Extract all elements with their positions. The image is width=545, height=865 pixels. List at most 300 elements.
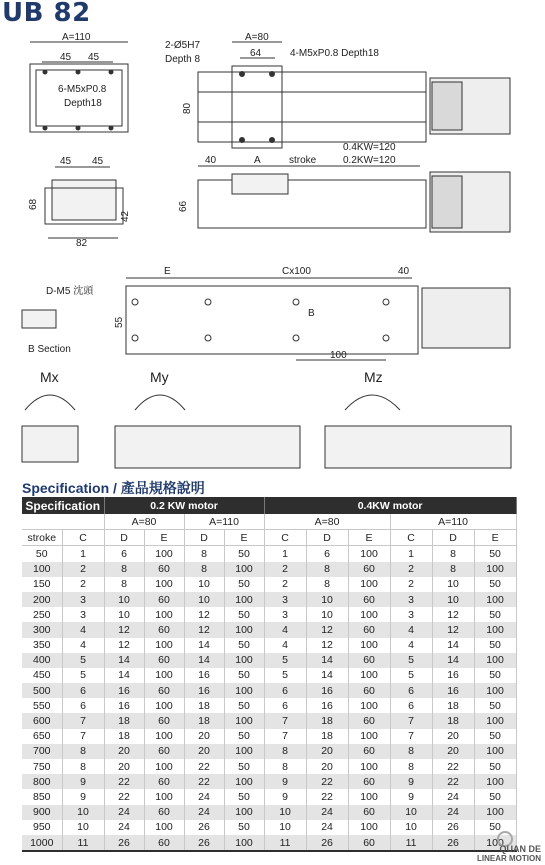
dim-cx100: Cx100 bbox=[282, 266, 311, 277]
table-cell: 16 bbox=[432, 683, 474, 698]
column-headers bbox=[22, 530, 516, 546]
table-cell: 10 bbox=[390, 820, 432, 835]
table-cell: 100 bbox=[224, 805, 264, 820]
table-cell: 100 bbox=[348, 820, 390, 835]
dim-80: 80 bbox=[182, 102, 193, 114]
table-cell: 6 bbox=[62, 698, 104, 713]
table-cell: 550 bbox=[22, 698, 62, 713]
table-cell: 10 bbox=[306, 592, 348, 607]
table-cell: 250 bbox=[22, 607, 62, 622]
table-cell: 100 bbox=[474, 805, 516, 820]
table-cell: 18 bbox=[306, 729, 348, 744]
table-cell: 50 bbox=[224, 546, 264, 562]
dim-a: A bbox=[254, 155, 261, 166]
table-cell: 26 bbox=[306, 835, 348, 851]
table-cell: 100 bbox=[144, 668, 184, 683]
table-cell: 12 bbox=[104, 622, 144, 637]
table-cell: 16 bbox=[184, 683, 224, 698]
table-cell: 4 bbox=[62, 622, 104, 637]
moment-diagrams bbox=[22, 369, 511, 468]
table-cell: 300 bbox=[22, 622, 62, 637]
table-cell: 26 bbox=[104, 835, 144, 851]
table-cell: 22 bbox=[104, 774, 144, 789]
table-cell: 100 bbox=[22, 562, 62, 577]
table-cell: 7 bbox=[62, 729, 104, 744]
table-cell: 60 bbox=[348, 805, 390, 820]
table-cell: 26 bbox=[184, 820, 224, 835]
table-cell: 400 bbox=[22, 653, 62, 668]
table-cell: 10 bbox=[264, 805, 306, 820]
table-row bbox=[22, 668, 516, 683]
table-cell: 100 bbox=[224, 592, 264, 607]
bottom-view bbox=[22, 266, 510, 361]
carriage-top-view bbox=[30, 32, 128, 132]
table-cell: 26 bbox=[184, 835, 224, 851]
table-cell: 700 bbox=[22, 744, 62, 759]
table-cell: 9 bbox=[264, 789, 306, 804]
dim-42: 42 bbox=[120, 210, 131, 222]
table-cell: 50 bbox=[474, 789, 516, 804]
table-cell: 8 bbox=[306, 562, 348, 577]
table-cell: 4 bbox=[264, 622, 306, 637]
table-cell: 50 bbox=[474, 820, 516, 835]
table-cell: 50 bbox=[224, 668, 264, 683]
table-cell: 12 bbox=[432, 607, 474, 622]
table-cell: 100 bbox=[348, 729, 390, 744]
table-cell: 12 bbox=[184, 622, 224, 637]
table-cell: 18 bbox=[306, 713, 348, 728]
table-cell: 100 bbox=[474, 683, 516, 698]
table-cell: 6 bbox=[264, 683, 306, 698]
table-cell: 18 bbox=[104, 713, 144, 728]
table-cell: 60 bbox=[348, 744, 390, 759]
table-cell: 850 bbox=[22, 789, 62, 804]
table-cell: 6 bbox=[62, 683, 104, 698]
table-cell: 60 bbox=[348, 622, 390, 637]
table-cell: 20 bbox=[184, 744, 224, 759]
table-cell: 50 bbox=[224, 729, 264, 744]
table-cell: 50 bbox=[224, 698, 264, 713]
header-a80-04: A=80 bbox=[264, 514, 390, 530]
table-row bbox=[22, 729, 516, 744]
table-cell: 9 bbox=[390, 789, 432, 804]
table-cell: 10 bbox=[62, 820, 104, 835]
table-cell: 3 bbox=[390, 607, 432, 622]
dim-55: 55 bbox=[114, 316, 125, 328]
table-cell: 5 bbox=[264, 668, 306, 683]
table-cell: 100 bbox=[224, 622, 264, 637]
label-depth18: Depth18 bbox=[64, 98, 102, 109]
table-cell: 12 bbox=[184, 607, 224, 622]
table-cell: 24 bbox=[306, 805, 348, 820]
table-cell: 60 bbox=[348, 653, 390, 668]
table-cell: 6 bbox=[264, 698, 306, 713]
table-cell: 20 bbox=[306, 744, 348, 759]
spec-heading: Specification / 產品規格說明 bbox=[22, 480, 205, 496]
table-cell: 9 bbox=[264, 774, 306, 789]
table-cell: 14 bbox=[432, 653, 474, 668]
table-cell: 4 bbox=[390, 622, 432, 637]
table-cell: 8 bbox=[104, 577, 144, 592]
technical-drawings bbox=[0, 30, 545, 475]
table-cell: 60 bbox=[144, 805, 184, 820]
table-row bbox=[22, 622, 516, 637]
table-cell: 450 bbox=[22, 668, 62, 683]
table-cell: 14 bbox=[184, 638, 224, 653]
table-cell: 60 bbox=[348, 683, 390, 698]
dim-45d: 45 bbox=[92, 156, 104, 167]
table-cell: 60 bbox=[144, 713, 184, 728]
table-cell: 24 bbox=[184, 805, 224, 820]
table-cell: 20 bbox=[104, 759, 144, 774]
table-cell: 2 bbox=[62, 562, 104, 577]
table-cell: 100 bbox=[224, 774, 264, 789]
table-cell: 6 bbox=[104, 546, 144, 562]
table-cell: 10 bbox=[432, 592, 474, 607]
table-cell: 11 bbox=[390, 835, 432, 851]
module-top-view bbox=[165, 32, 510, 148]
table-cell: 50 bbox=[474, 729, 516, 744]
table-cell: 24 bbox=[104, 820, 144, 835]
table-cell: 1 bbox=[62, 546, 104, 562]
brand-tagline: LINEAR MOTION bbox=[477, 854, 541, 863]
table-cell: 24 bbox=[184, 789, 224, 804]
page-title: UB 82 bbox=[2, 0, 91, 28]
table-cell: 100 bbox=[224, 744, 264, 759]
table-cell: 18 bbox=[104, 729, 144, 744]
column-header: E bbox=[224, 530, 264, 546]
table-cell: 7 bbox=[390, 713, 432, 728]
table-row bbox=[22, 774, 516, 789]
table-cell: 20 bbox=[184, 729, 224, 744]
table-cell: 200 bbox=[22, 592, 62, 607]
table-cell: 20 bbox=[306, 759, 348, 774]
table-cell: 50 bbox=[224, 759, 264, 774]
table-cell: 7 bbox=[62, 713, 104, 728]
dim-66: 66 bbox=[178, 200, 189, 212]
table-cell: 14 bbox=[104, 668, 144, 683]
table-cell: 50 bbox=[474, 607, 516, 622]
table-cell: 800 bbox=[22, 774, 62, 789]
table-cell: 1 bbox=[264, 546, 306, 562]
table-cell: 50 bbox=[474, 668, 516, 683]
table-cell: 22 bbox=[184, 759, 224, 774]
table-cell: 50 bbox=[474, 638, 516, 653]
dim-100: 100 bbox=[330, 350, 347, 361]
dim-68: 68 bbox=[28, 198, 39, 210]
table-cell: 6 bbox=[306, 546, 348, 562]
table-cell: 5 bbox=[390, 653, 432, 668]
table-cell: 100 bbox=[144, 729, 184, 744]
table-cell: 60 bbox=[348, 562, 390, 577]
table-cell: 7 bbox=[390, 729, 432, 744]
table-cell: 60 bbox=[144, 622, 184, 637]
dim-a80: A=80 bbox=[245, 32, 269, 43]
table-cell: 20 bbox=[432, 744, 474, 759]
table-cell: 24 bbox=[432, 789, 474, 804]
table-cell: 2 bbox=[390, 577, 432, 592]
column-header: C bbox=[390, 530, 432, 546]
table-cell: 100 bbox=[144, 759, 184, 774]
table-cell: 60 bbox=[348, 835, 390, 851]
table-row bbox=[22, 562, 516, 577]
column-header: stroke bbox=[22, 530, 62, 546]
table-cell: 14 bbox=[432, 638, 474, 653]
table-row bbox=[22, 805, 516, 820]
table-cell: 100 bbox=[474, 653, 516, 668]
table-cell: 2 bbox=[264, 562, 306, 577]
table-cell: 20 bbox=[432, 729, 474, 744]
dim-45c: 45 bbox=[60, 156, 72, 167]
table-cell: 24 bbox=[104, 805, 144, 820]
column-header: C bbox=[62, 530, 104, 546]
table-cell: 10 bbox=[306, 607, 348, 622]
table-row bbox=[22, 744, 516, 759]
table-cell: 10 bbox=[264, 820, 306, 835]
table-cell: 8 bbox=[104, 562, 144, 577]
table-cell: 100 bbox=[224, 562, 264, 577]
table-cell: 500 bbox=[22, 683, 62, 698]
table-cell: 4 bbox=[62, 638, 104, 653]
table-cell: 24 bbox=[306, 820, 348, 835]
table-cell: 16 bbox=[104, 698, 144, 713]
dim-40: 40 bbox=[205, 155, 217, 166]
table-cell: 10 bbox=[62, 805, 104, 820]
table-cell: 14 bbox=[306, 653, 348, 668]
table-cell: 16 bbox=[104, 683, 144, 698]
table-cell: 8 bbox=[184, 546, 224, 562]
table-cell: 3 bbox=[62, 607, 104, 622]
side-view bbox=[178, 142, 510, 232]
table-cell: 22 bbox=[104, 789, 144, 804]
table-cell: 20 bbox=[104, 744, 144, 759]
table-cell: 18 bbox=[432, 698, 474, 713]
table-cell: 22 bbox=[306, 774, 348, 789]
table-cell: 100 bbox=[224, 835, 264, 851]
table-cell: 8 bbox=[264, 759, 306, 774]
label-mx: Mx bbox=[40, 369, 59, 385]
table-cell: 8 bbox=[184, 562, 224, 577]
label-dm5: D-M5 沈頭 bbox=[46, 286, 94, 297]
table-cell: 8 bbox=[432, 562, 474, 577]
table-cell: 900 bbox=[22, 805, 62, 820]
table-cell: 100 bbox=[474, 713, 516, 728]
table-cell: 100 bbox=[224, 653, 264, 668]
table-cell: 60 bbox=[144, 592, 184, 607]
table-cell: 18 bbox=[184, 698, 224, 713]
table-cell: 8 bbox=[306, 577, 348, 592]
table-cell: 60 bbox=[144, 774, 184, 789]
label-mz: Mz bbox=[364, 369, 383, 385]
table-cell: 8 bbox=[390, 744, 432, 759]
table-cell: 2 bbox=[264, 577, 306, 592]
table-cell: 100 bbox=[348, 759, 390, 774]
table-cell: 12 bbox=[104, 638, 144, 653]
table-cell: 10 bbox=[432, 577, 474, 592]
table-cell: 5 bbox=[264, 653, 306, 668]
table-cell: 9 bbox=[390, 774, 432, 789]
table-cell: 22 bbox=[432, 774, 474, 789]
table-cell: 50 bbox=[224, 638, 264, 653]
table-cell: 10 bbox=[390, 805, 432, 820]
table-row bbox=[22, 789, 516, 804]
table-cell: 3 bbox=[390, 592, 432, 607]
table-cell: 600 bbox=[22, 713, 62, 728]
label-b: B bbox=[308, 308, 315, 319]
dim-82: 82 bbox=[76, 238, 88, 249]
table-cell: 22 bbox=[306, 789, 348, 804]
header-04kw: 0.4KW motor bbox=[264, 497, 516, 514]
table-cell: 50 bbox=[22, 546, 62, 562]
label-kw04: 0.4KW=120 bbox=[343, 142, 396, 153]
table-cell: 100 bbox=[474, 774, 516, 789]
table-cell: 8 bbox=[390, 759, 432, 774]
dim-stroke: stroke bbox=[289, 155, 317, 166]
table-row bbox=[22, 820, 516, 835]
table-cell: 4 bbox=[390, 638, 432, 653]
table-cell: 50 bbox=[224, 820, 264, 835]
table-cell: 12 bbox=[306, 638, 348, 653]
table-cell: 7 bbox=[264, 729, 306, 744]
table-cell: 10 bbox=[184, 577, 224, 592]
table-cell: 100 bbox=[144, 789, 184, 804]
table-cell: 6 bbox=[390, 683, 432, 698]
dim-64: 64 bbox=[250, 48, 262, 59]
column-header: D bbox=[432, 530, 474, 546]
table-cell: 350 bbox=[22, 638, 62, 653]
label-m5: 6-M5xP0.8 bbox=[58, 84, 107, 95]
column-header: D bbox=[184, 530, 224, 546]
dim-45-right: 45 bbox=[88, 52, 100, 63]
table-cell: 11 bbox=[62, 835, 104, 851]
dim-a110: A=110 bbox=[62, 32, 91, 43]
table-row bbox=[22, 698, 516, 713]
table-cell: 50 bbox=[224, 607, 264, 622]
table-cell: 22 bbox=[432, 759, 474, 774]
table-cell: 3 bbox=[264, 607, 306, 622]
table-row bbox=[22, 653, 516, 668]
table-cell: 26 bbox=[432, 820, 474, 835]
table-cell: 16 bbox=[184, 668, 224, 683]
table-cell: 8 bbox=[432, 546, 474, 562]
table-cell: 60 bbox=[144, 653, 184, 668]
table-row bbox=[22, 577, 516, 592]
table-cell: 100 bbox=[144, 698, 184, 713]
table-cell: 100 bbox=[474, 835, 516, 851]
label-m5-top: 4-M5xP0.8 Depth18 bbox=[290, 48, 379, 59]
table-cell: 12 bbox=[306, 622, 348, 637]
table-cell: 50 bbox=[474, 698, 516, 713]
table-cell: 100 bbox=[144, 577, 184, 592]
table-cell: 100 bbox=[348, 638, 390, 653]
table-cell: 60 bbox=[144, 835, 184, 851]
header-spec: Specification bbox=[22, 497, 104, 514]
table-cell: 100 bbox=[224, 713, 264, 728]
label-dowel: 2-Ø5H7 bbox=[165, 40, 201, 51]
table-cell: 50 bbox=[474, 759, 516, 774]
table-row bbox=[22, 638, 516, 653]
table-cell: 12 bbox=[432, 622, 474, 637]
label-kw02: 0.2KW=120 bbox=[343, 155, 396, 166]
label-dowel-depth: Depth 8 bbox=[165, 54, 201, 65]
table-cell: 60 bbox=[144, 562, 184, 577]
table-cell: 100 bbox=[348, 577, 390, 592]
table-cell: 60 bbox=[348, 713, 390, 728]
column-header: D bbox=[306, 530, 348, 546]
table-cell: 16 bbox=[306, 698, 348, 713]
header-a110-02: A=110 bbox=[184, 514, 264, 530]
table-cell: 60 bbox=[348, 774, 390, 789]
table-row bbox=[22, 683, 516, 698]
table-cell: 100 bbox=[474, 622, 516, 637]
brand-logo bbox=[477, 845, 541, 863]
label-bsection: B Section bbox=[28, 344, 71, 355]
column-header: E bbox=[474, 530, 516, 546]
table-cell: 100 bbox=[348, 698, 390, 713]
header-a80-02: A=80 bbox=[104, 514, 184, 530]
dim-e: E bbox=[164, 266, 171, 277]
table-cell: 18 bbox=[184, 713, 224, 728]
spec-table bbox=[22, 497, 517, 852]
table-cell: 8 bbox=[62, 744, 104, 759]
table-cell: 11 bbox=[264, 835, 306, 851]
table-cell: 2 bbox=[390, 562, 432, 577]
header-a110-04: A=110 bbox=[390, 514, 516, 530]
table-cell: 18 bbox=[432, 713, 474, 728]
header-02kw: 0.2 KW motor bbox=[104, 497, 264, 514]
table-cell: 60 bbox=[348, 592, 390, 607]
table-cell: 100 bbox=[144, 546, 184, 562]
table-cell: 50 bbox=[474, 577, 516, 592]
table-cell: 60 bbox=[144, 683, 184, 698]
table-cell: 150 bbox=[22, 577, 62, 592]
dim-40b: 40 bbox=[398, 266, 410, 277]
table-cell: 22 bbox=[184, 774, 224, 789]
table-cell: 100 bbox=[348, 546, 390, 562]
table-cell: 6 bbox=[390, 698, 432, 713]
table-cell: 26 bbox=[432, 835, 474, 851]
table-cell: 750 bbox=[22, 759, 62, 774]
table-cell: 100 bbox=[144, 820, 184, 835]
spec-table-body bbox=[22, 546, 516, 851]
table-cell: 50 bbox=[224, 577, 264, 592]
table-cell: 16 bbox=[432, 668, 474, 683]
table-row bbox=[22, 759, 516, 774]
table-cell: 5 bbox=[62, 653, 104, 668]
table-cell: 100 bbox=[224, 683, 264, 698]
table-cell: 14 bbox=[104, 653, 144, 668]
table-row bbox=[22, 835, 516, 851]
table-cell: 3 bbox=[62, 592, 104, 607]
table-cell: 50 bbox=[474, 546, 516, 562]
table-cell: 10 bbox=[104, 607, 144, 622]
column-header: C bbox=[264, 530, 306, 546]
spec-heading-en: Specification bbox=[22, 480, 110, 496]
table-cell: 8 bbox=[264, 744, 306, 759]
table-cell: 100 bbox=[348, 668, 390, 683]
column-header: E bbox=[144, 530, 184, 546]
table-cell: 24 bbox=[432, 805, 474, 820]
table-cell: 650 bbox=[22, 729, 62, 744]
column-header: E bbox=[348, 530, 390, 546]
label-my: My bbox=[150, 369, 169, 385]
table-cell: 100 bbox=[474, 562, 516, 577]
column-header: D bbox=[104, 530, 144, 546]
table-cell: 1000 bbox=[22, 835, 62, 851]
table-row bbox=[22, 607, 516, 622]
spec-heading-zh: 產品規格說明 bbox=[120, 480, 205, 496]
table-row bbox=[22, 546, 516, 562]
